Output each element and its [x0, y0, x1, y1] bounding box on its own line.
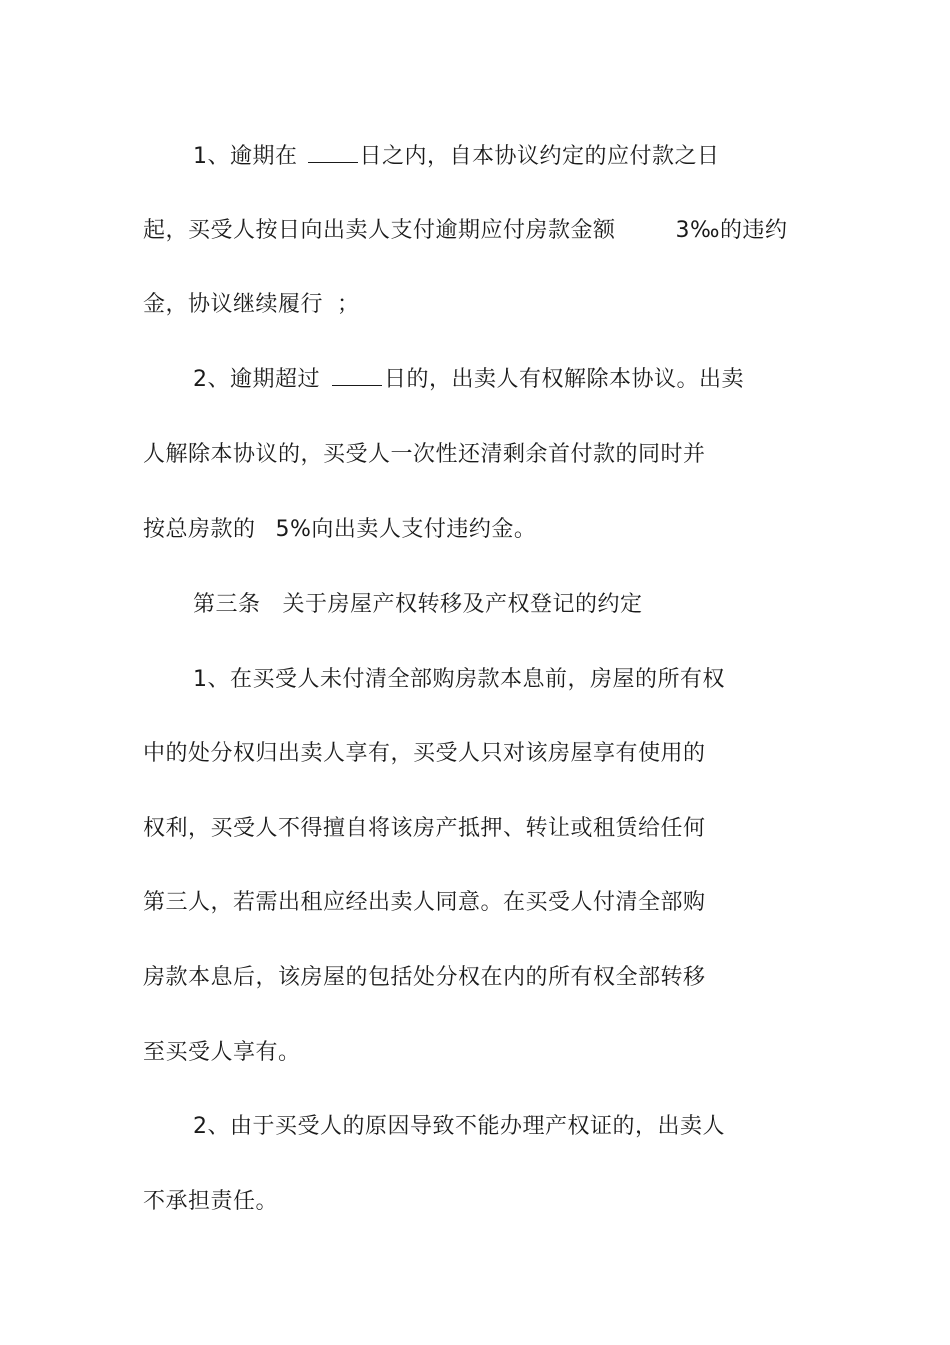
article-title: 关于房屋产权转移及产权登记的约定 [282, 592, 643, 617]
article-3-clause-1-line-2 [143, 739, 706, 769]
article-number: 第三条 [193, 592, 261, 617]
text-segment: 至买受人享有。 [143, 1040, 301, 1065]
clause-2-line-2 [143, 440, 706, 470]
clause-1-line-2 [143, 216, 788, 246]
text-segment: 起，买受人按日向出卖人支付逾期应付房款金额 [143, 218, 616, 243]
blank-days-field [332, 365, 382, 386]
text-segment: 第三人，若需出租应经出卖人同意。在买受人付清全部购 [143, 890, 706, 915]
text-segment: 2、由于买受人的原因导致不能办理产权证的，出卖人 [193, 1114, 725, 1139]
text-segment: 权利，买受人不得擅自将该房产抵押、转让或租赁给任何 [143, 816, 706, 841]
article-3-clause-1-line-1 [193, 665, 725, 695]
text-segment: 日之内，自本协议约定的应付款之日 [359, 144, 720, 169]
article-3-clause-1-line-3 [143, 814, 706, 844]
clause-2-line-3 [143, 515, 536, 545]
semicolon: ； [337, 292, 360, 317]
text-segment: 2、逾期超过 [193, 367, 320, 392]
text-segment: 不承担责任。 [143, 1189, 279, 1214]
text-segment: 金，协议继续履行 [143, 292, 324, 317]
text-segment: 中的处分权归出卖人享有，买受人只对该房屋享有使用的 [143, 741, 706, 766]
clause-1-line-1 [193, 142, 720, 172]
text-segment: 人解除本协议的，买受人一次性还清剩余首付款的同时并 [143, 442, 706, 467]
blank-days-field [308, 142, 358, 163]
article-3-clause-2-line-2 [143, 1187, 278, 1217]
article-3-clause-1-line-5 [143, 963, 706, 993]
text-segment: 按总房款的 [143, 517, 256, 542]
text-segment: 3‰的违约 [675, 218, 788, 243]
text-segment: 日的，出卖人有权解除本协议。出卖 [384, 367, 745, 392]
text-segment: 5%向出卖人支付违约金。 [275, 517, 537, 542]
text-segment: 1、在买受人未付清全部购房款本息前，房屋的所有权 [193, 667, 725, 692]
clause-1-line-3 [143, 290, 360, 320]
article-3-clause-2-line-1 [193, 1112, 725, 1142]
clause-2-line-1 [193, 365, 744, 395]
text-segment: 房款本息后，该房屋的包括处分权在内的所有权全部转移 [143, 965, 706, 990]
article-3-clause-1-line-6 [143, 1038, 301, 1068]
text-segment: 1、逾期在 [193, 144, 298, 169]
article-3-heading [193, 590, 643, 620]
article-3-clause-1-line-4 [143, 888, 706, 918]
